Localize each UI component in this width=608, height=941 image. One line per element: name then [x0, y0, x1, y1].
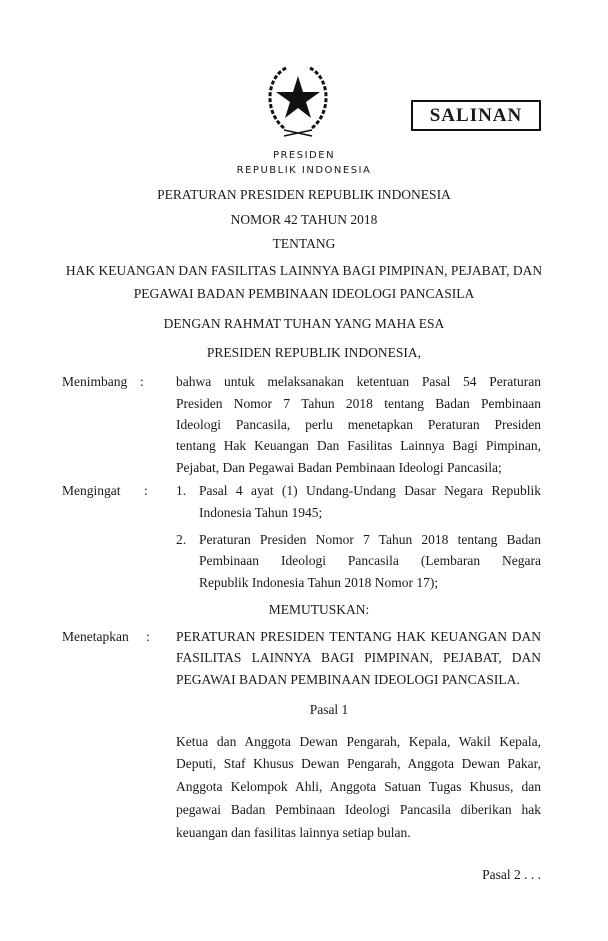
menetapkan-line: FASILITAS LAINNYA BAGI PIMPINAN, PEJABAT, DAN [176, 650, 541, 665]
blessing: DENGAN RAHMAT TUHAN YANG MAHA ESA [163, 316, 445, 331]
mengingat-label: Mengingat [62, 483, 121, 498]
office-line-2: REPUBLIK INDONESIA [236, 165, 372, 176]
pasal-1-line: pegawai Badan Pembinaan Ideologi Pancasila diberikan hak [176, 802, 541, 817]
president-heading: PRESIDEN REPUBLIK INDONESIA, [206, 345, 422, 360]
menimbang-line: bahwa untuk melaksanakan ketentuan Pasal 54 Peraturan [176, 374, 541, 389]
menimbang-line: Ideologi Pancasila, perlu menetapkan Peraturan Presiden [176, 417, 541, 432]
subject-line-2: PEGAWAI BADAN PEMBINAAN IDEOLOGI PANCASILA [133, 286, 475, 301]
pasal-1-line: keuangan dan fasilitas lainnya setiap bulan. [176, 825, 411, 840]
subject-line-1: HAK KEUANGAN DAN FASILITAS LAINNYA BAGI PIMPINAN, PEJABAT, DAN [65, 263, 543, 278]
memutuskan-heading: MEMUTUSKAN: [268, 602, 370, 617]
menimbang-line: tentang Hak Keuangan Dan Fasilitas Lainnya Bagi Pimpinan, [176, 438, 541, 453]
office-line-1: PRESIDEN [272, 150, 336, 161]
garuda-star-emblem-icon [262, 60, 334, 140]
pasal-1-line: Deputi, Staf Khusus Dewan Pengarah, Anggota Dewan Pakar, [176, 756, 541, 771]
menimbang-colon: : [140, 374, 144, 389]
mengingat-item-number: 2. [176, 532, 187, 547]
menetapkan-colon: : [146, 629, 150, 644]
next-page-marker: Pasal 2 . . . [482, 867, 541, 882]
pasal-1-heading: Pasal 1 [309, 702, 349, 717]
mengingat-item-number: 1. [176, 483, 187, 498]
menetapkan-line: PEGAWAI BADAN PEMBINAAN IDEOLOGI PANCASILA. [176, 672, 520, 687]
mengingat-item-line: Republik Indonesia Tahun 2018 Nomor 17); [199, 575, 439, 590]
mengingat-item-line: Pembinaan Ideologi Pancasila (Lembaran Negara [199, 553, 541, 568]
menimbang-label: Menimbang [62, 374, 128, 389]
salinan-stamp: SALINAN [411, 100, 541, 131]
menimbang-line: Pejabat, Dan Pegawai Badan Pembinaan Ideologi Pancasila; [176, 460, 502, 475]
regulation-number: NOMOR 42 TAHUN 2018 [230, 212, 378, 227]
about-heading: TENTANG [272, 236, 336, 251]
menimbang-line: Presiden Nomor 7 Tahun 2018 tentang Badan Pembinaan [176, 396, 541, 411]
mengingat-item-line: Indonesia Tahun 1945; [199, 505, 323, 520]
regulation-title: PERATURAN PRESIDEN REPUBLIK INDONESIA [157, 187, 451, 202]
mengingat-item-line: Pasal 4 ayat (1) Undang-Undang Dasar Negara Republik [199, 483, 541, 498]
menetapkan-label: Menetapkan [62, 629, 129, 644]
mengingat-colon: : [144, 483, 148, 498]
pasal-1-line: Anggota Kelompok Ahli, Anggota Satuan Tugas Khusus, dan [176, 779, 541, 794]
menetapkan-line: PERATURAN PRESIDEN TENTANG HAK KEUANGAN DAN [176, 629, 541, 644]
mengingat-item-line: Peraturan Presiden Nomor 7 Tahun 2018 tentang Badan [199, 532, 541, 547]
pasal-1-line: Ketua dan Anggota Dewan Pengarah, Kepala, Wakil Kepala, [176, 734, 541, 749]
